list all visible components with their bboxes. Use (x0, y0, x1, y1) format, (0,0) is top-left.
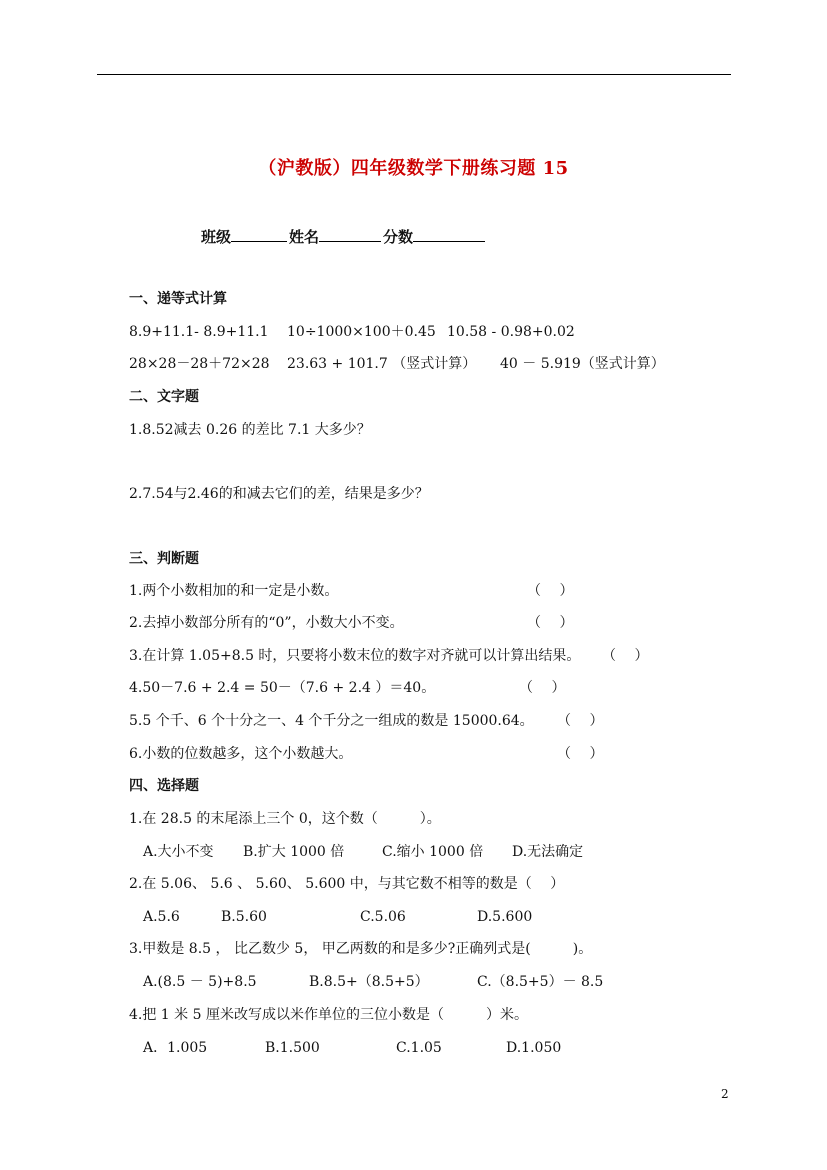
word-problem: 1.8.52减去 0.26 的差比 7.1 大多少？ (129, 422, 371, 438)
judge-item: 2.去掉小数部分所有的“0”，小数大小不变。 (129, 615, 404, 631)
calc-item: 10.58 - 0.98+0.02 (447, 324, 575, 340)
choice-option[interactable]: B.扩大 1000 倍 (243, 844, 345, 860)
choice-option[interactable]: C.（8.5+5）－ 8.5 (477, 974, 604, 990)
choice-option[interactable]: B.1.500 (265, 1040, 320, 1056)
choice-option[interactable]: D.无法确定 (512, 844, 584, 860)
judge-item: 6.小数的位数越多，这个小数越大。 (129, 746, 353, 762)
choice-option[interactable]: A.(8.5 － 5)+8.5 (143, 974, 257, 990)
student-info-line (201, 226, 487, 247)
choice-option[interactable]: A.大小不变 (143, 844, 214, 860)
choice-option[interactable]: B.5.60 (221, 909, 267, 925)
section-heading: 一、递等式计算 (129, 291, 227, 307)
answer-paren[interactable]: （ ） (557, 746, 604, 762)
word-problem: 2.7.54与2.46的和减去它们的差，结果是多少？ (129, 486, 429, 502)
name-blank[interactable] (319, 227, 381, 242)
score-blank[interactable] (413, 227, 485, 242)
judge-item: 4.50－7.6 + 2.4 = 50－（7.6 + 2.4 ）＝40。 (129, 680, 436, 696)
answer-paren[interactable]: （ ） (527, 583, 574, 599)
section-heading: 二、文字题 (129, 389, 199, 405)
choice-option[interactable]: D.1.050 (506, 1040, 562, 1056)
choice-question: 4.把 1 米 5 厘米改写成以米作单位的三位小数是（ ）米。 (129, 1007, 528, 1023)
choice-option[interactable]: A.5.6 (143, 909, 180, 925)
choice-option[interactable]: C.5.06 (360, 909, 406, 925)
choice-option[interactable]: D.5.600 (477, 909, 533, 925)
calc-item: 8.9+11.1- 8.9+11.1 (129, 324, 269, 340)
choice-option[interactable]: A．1.005 (143, 1040, 208, 1056)
header-rule (97, 74, 731, 75)
judge-item: 1.两个小数相加的和一定是小数。 (129, 583, 339, 599)
answer-paren[interactable]: （ ） (527, 615, 574, 631)
class-blank[interactable] (231, 227, 287, 242)
page-title: （沪教版）四年级数学下册练习题 15 (258, 158, 569, 179)
answer-paren[interactable]: （ ） (519, 680, 566, 696)
choice-option[interactable]: B.8.5+（8.5+5） (309, 974, 429, 990)
answer-paren[interactable]: （ ） (602, 648, 649, 664)
judge-item: 5.5 个千、6 个十分之一、4 个千分之一组成的数是 15000.64。 (129, 713, 534, 729)
calc-item: 23.63 + 101.7 （竖式计算） (287, 356, 477, 372)
judge-item: 3.在计算 1.05+8.5 时，只要将小数末位的数字对齐就可以计算出结果。 (129, 648, 581, 664)
choice-option[interactable]: C.缩小 1000 倍 (382, 844, 484, 860)
section-heading: 三、判断题 (129, 551, 199, 567)
choice-question: 3.甲数是 8.5 ， 比乙数少 5， 甲乙两数的和是多少?正确列式是( )。 (129, 941, 593, 957)
choice-question: 2.在 5.06、 5.6 、 5.60、 5.600 中，与其它数不相等的数是（ ） (129, 876, 565, 892)
choice-option[interactable]: C.1.05 (396, 1040, 442, 1056)
calc-item: 28×28－28＋72×28 (129, 356, 270, 372)
choice-question: 1.在 28.5 的末尾添上三个 0，这个数（ ）。 (129, 811, 441, 827)
page-number: 2 (721, 1087, 729, 1101)
class-label: 班级 (201, 228, 232, 246)
answer-paren[interactable]: （ ） (557, 713, 604, 729)
score-label: 分数 (383, 228, 414, 246)
name-label: 姓名 (289, 228, 320, 246)
calc-item: 10÷1000×100＋0.45 (287, 324, 436, 340)
section-heading: 四、选择题 (129, 778, 199, 794)
calc-item: 40 － 5.919（竖式计算） (500, 356, 665, 372)
